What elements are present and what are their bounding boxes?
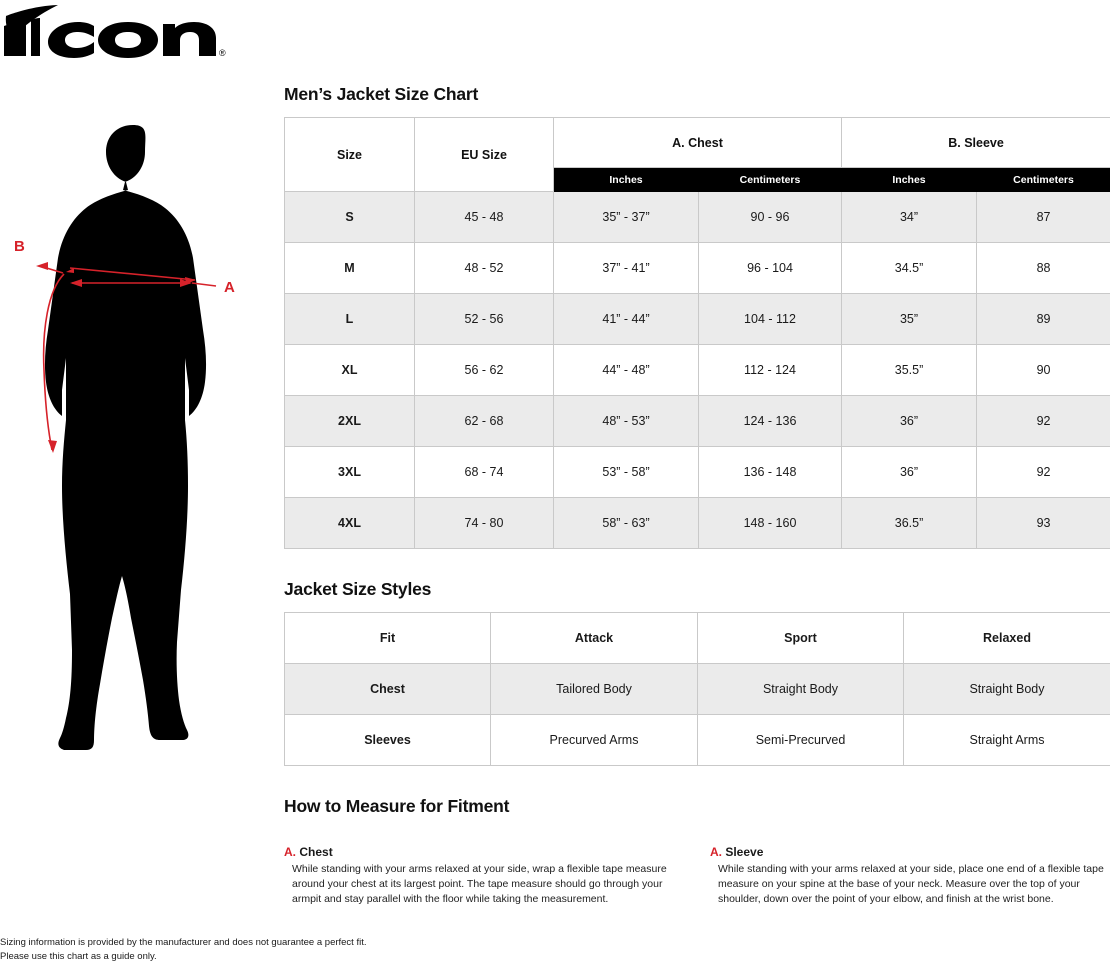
measure-item-heading — [710, 845, 1110, 859]
cell-sleeve-cm: 92 — [977, 396, 1110, 447]
cell-eu: 68 - 74 — [415, 447, 554, 498]
size-chart-title: Men’s Jacket Size Chart — [284, 84, 479, 104]
cell-chest-inches: 58” - 63” — [554, 498, 699, 549]
cell-chest-inches: 44” - 48” — [554, 345, 699, 396]
cell-chest-cm: 148 - 160 — [699, 498, 842, 549]
cell-attack-sleeves: Precurved Arms — [491, 715, 698, 766]
measure-name: Chest — [299, 845, 333, 859]
cell-sleeve-cm: 92 — [977, 447, 1110, 498]
disclaimer — [0, 936, 367, 963]
figure-label-a: A — [224, 279, 235, 296]
styles-title: Jacket Size Styles — [284, 579, 432, 599]
cell-chest-inches: 35” - 37” — [554, 192, 699, 243]
cell-sport-sleeves: Semi-Precurved — [698, 715, 904, 766]
table-row — [285, 192, 1110, 243]
col-header-size: Size — [285, 118, 415, 192]
cell-size: 3XL — [285, 447, 415, 498]
cell-eu: 45 - 48 — [415, 192, 554, 243]
jacket-size-styles-table — [284, 612, 1110, 766]
cell-chest-inches: 41” - 44” — [554, 294, 699, 345]
cell-sleeve-cm: 93 — [977, 498, 1110, 549]
cell-eu: 52 - 56 — [415, 294, 554, 345]
male-body-silhouette-icon — [45, 125, 206, 750]
col-header-eu-size: EU Size — [415, 118, 554, 192]
cell-chest-cm: 104 - 112 — [699, 294, 842, 345]
figure-graphic — [0, 90, 270, 770]
cell-relaxed-sleeves: Straight Arms — [904, 715, 1110, 766]
cell-sleeve-cm: 89 — [977, 294, 1110, 345]
measure-text: While standing with your arms relaxed at your side, place one end of a flexible tape measure on your spine at the base of your neck. Measure over the top of your shoulder, down over the point of your elbow, and finish at the wrist bone. — [718, 863, 1104, 906]
table-row — [285, 447, 1110, 498]
measure-title: How to Measure for Fitment — [284, 796, 510, 816]
row-label-sleeves: Sleeves — [285, 715, 491, 766]
registered-mark: ® — [219, 48, 226, 58]
cell-sleeve-inches: 36.5” — [842, 498, 977, 549]
table-row — [285, 345, 1110, 396]
measure-item-heading — [284, 845, 684, 859]
cell-sleeve-inches: 34” — [842, 192, 977, 243]
cell-sleeve-inches: 34.5” — [842, 243, 977, 294]
table-row — [285, 715, 1110, 766]
col-header-sport: Sport — [698, 613, 904, 664]
table-header-row — [285, 613, 1110, 664]
measure-name: Sleeve — [725, 845, 764, 859]
table-row — [285, 243, 1110, 294]
col-header-sleeve-inches: Inches — [842, 168, 977, 192]
cell-size: S — [285, 192, 415, 243]
cell-chest-inches: 48” - 53” — [554, 396, 699, 447]
cell-eu: 56 - 62 — [415, 345, 554, 396]
measure-instructions — [284, 845, 1110, 908]
measure-text: While standing with your arms relaxed at your side, wrap a flexible tape measure around your chest at its largest point. The tape measure should go through your armpit and stay parallel with the floor while taking the measurement. — [292, 863, 667, 906]
col-header-relaxed: Relaxed — [904, 613, 1110, 664]
col-header-attack: Attack — [491, 613, 698, 664]
table-row — [285, 498, 1110, 549]
cell-sleeve-cm: 88 — [977, 243, 1110, 294]
cell-size: L — [285, 294, 415, 345]
col-header-chest-inches: Inches — [554, 168, 699, 192]
measurement-figure — [0, 90, 270, 770]
cell-chest-cm: 124 - 136 — [699, 396, 842, 447]
col-header-sleeve-centimeters: Centimeters — [977, 168, 1110, 192]
table-row — [285, 396, 1110, 447]
figure-label-b: B — [14, 238, 25, 255]
cell-sport-chest: Straight Body — [698, 664, 904, 715]
cell-chest-inches: 37” - 41” — [554, 243, 699, 294]
cell-size: 2XL — [285, 396, 415, 447]
measure-item-sleeve — [710, 845, 1110, 908]
col-header-fit: Fit — [285, 613, 491, 664]
table-row — [285, 664, 1110, 715]
cell-size: XL — [285, 345, 415, 396]
cell-chest-inches: 53” - 58” — [554, 447, 699, 498]
table-header-row-1 — [285, 118, 1110, 168]
cell-chest-cm: 136 - 148 — [699, 447, 842, 498]
row-label-chest: Chest — [285, 664, 491, 715]
cell-chest-cm: 96 - 104 — [699, 243, 842, 294]
col-group-header-sleeve: B. Sleeve — [842, 118, 1110, 168]
cell-sleeve-inches: 35” — [842, 294, 977, 345]
table-row — [285, 294, 1110, 345]
cell-chest-cm: 90 - 96 — [699, 192, 842, 243]
cell-sleeve-inches: 35.5” — [842, 345, 977, 396]
measure-marker: A. — [284, 845, 296, 859]
cell-attack-chest: Tailored Body — [491, 664, 698, 715]
content-column — [284, 84, 1110, 908]
cell-eu: 48 - 52 — [415, 243, 554, 294]
measure-marker: A. — [710, 845, 722, 859]
disclaimer-line-2: Please use this chart as a guide only. — [0, 950, 157, 962]
cell-eu: 74 - 80 — [415, 498, 554, 549]
icon-logo-graphic — [0, 0, 230, 62]
cell-sleeve-cm: 90 — [977, 345, 1110, 396]
mens-jacket-size-chart-table — [284, 117, 1110, 549]
cell-sleeve-inches: 36” — [842, 396, 977, 447]
col-group-header-chest: A. Chest — [554, 118, 842, 168]
cell-eu: 62 - 68 — [415, 396, 554, 447]
measure-item-chest — [284, 845, 684, 908]
cell-chest-cm: 112 - 124 — [699, 345, 842, 396]
disclaimer-line-1: Sizing information is provided by the manufacturer and does not guarantee a perfect fit. — [0, 937, 367, 949]
cell-relaxed-chest: Straight Body — [904, 664, 1110, 715]
col-header-chest-centimeters: Centimeters — [699, 168, 842, 192]
cell-sleeve-cm: 87 — [977, 192, 1110, 243]
cell-sleeve-inches: 36” — [842, 447, 977, 498]
cell-size: M — [285, 243, 415, 294]
cell-size: 4XL — [285, 498, 415, 549]
brand-logo — [0, 0, 230, 62]
